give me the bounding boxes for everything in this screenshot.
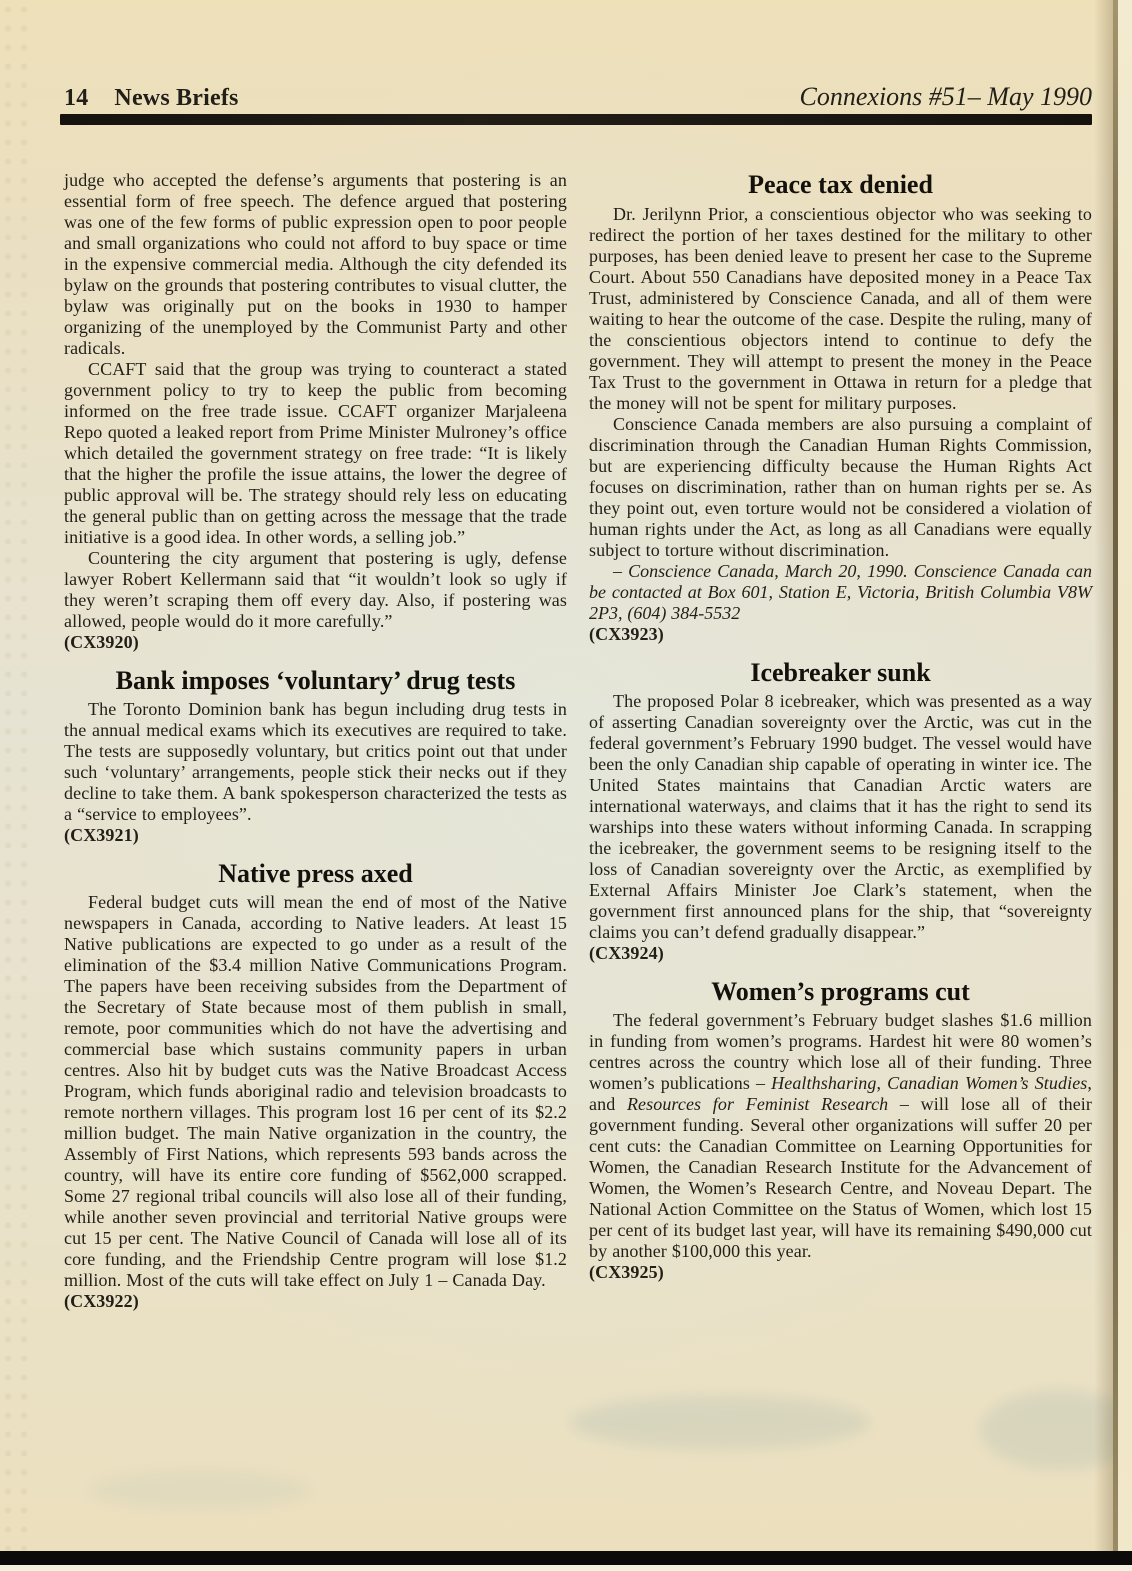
article-postering-continued xyxy=(64,170,567,653)
paragraph-segment: The federal government’s February budget slashes $1.6 million in funding from women’s programs. Hardest hit were 80 women’s centres across the country which lose all of their funding. Three women’s publications – xyxy=(589,1010,1092,1093)
article-heading: Women’s programs cut xyxy=(711,977,970,1006)
article-cite: (CX3920) xyxy=(64,632,139,652)
article-paragraph: CCAFT said that the group was trying to counteract a stated government policy to try to keep the public from becoming informed on the free trade issue. CCAFT organizer Marjaleena Repo quoted a leaked report from Prime Minister Mulroney’s office which detailed the government strategy on free trade: “It is likely that the higher the profile the issue attains, the lower the degree of public approval will be. The strategy should rely less on educating the general public than on getting across the message that the trade initiative is a good idea. In other words, a selling job.” xyxy=(64,359,567,547)
article-heading: Bank imposes ‘voluntary’ drug tests xyxy=(115,666,516,695)
masthead-left xyxy=(64,85,239,112)
show-through-smudge xyxy=(570,1395,870,1450)
article-womens-programs-cut xyxy=(589,977,1092,1283)
publication-title: Healthsharing xyxy=(771,1073,877,1093)
paper-edge-texture xyxy=(0,0,30,1571)
article-paragraph: judge who accepted the defense’s arguments that postering is an essential form of free speech. The defence argued that postering was one of the few forms of public expression open to poor people and small organizations who could not afford to buy space or time in the expensive commercial media. Although the city defended its bylaw on the grounds that postering contributes to visual clutter, the bylaw was originally put on the books in 1930 to hamper organizing of the unemployed by the Communist Party and other radicals. xyxy=(64,170,567,358)
article-paragraph xyxy=(589,1010,1092,1262)
article-paragraph: The proposed Polar 8 icebreaker, which was presented as a way of asserting Canadian sovereignty over the Arctic, was cut in the federal government’s February 1990 budget. The vessel would have been the only Canadian ship capable of operating in winter ice. The United States maintains that Canadian Arctic waters are international waterways, and claims that it has the right to send its warships into these waters without informing Canada. In scrapping the icebreaker, the government seems to be resigning itself to the loss of Canadian sovereignty over the Arctic, as exemplified by External Affairs Minister Joe Clark’s statement, when the government first announced plans for the ship, that “sovereignty claims you can’t defend gradually disappear.” xyxy=(589,691,1092,942)
article-cite: (CX3925) xyxy=(589,1262,664,1282)
show-through-smudge xyxy=(90,1470,310,1510)
page-number: 14 xyxy=(64,85,89,111)
article-icebreaker-sunk xyxy=(589,658,1092,964)
article-paragraph: Countering the city argument that postering is ugly, defense lawyer Robert Kellermann said that “it wouldn’t look so ugly if they weren’t scraping them off every day. Also, if postering was allowed, people would do it more carefully.” xyxy=(64,548,567,631)
issue-title: Connexions #51– May 1990 xyxy=(799,82,1092,111)
right-column xyxy=(589,170,1092,1284)
article-heading: Native press axed xyxy=(218,859,413,888)
article-cite: (CX3924) xyxy=(589,943,664,963)
article-bank-drug-tests xyxy=(64,666,567,846)
publication-title: Canadian Women’s Studies xyxy=(887,1073,1088,1093)
paragraph-segment: , xyxy=(876,1073,888,1093)
article-native-press-axed xyxy=(64,859,567,1312)
article-attribution: – Conscience Canada, March 20, 1990. Conscience Canada can be contacted at Box 601, Station E, Victoria, British Columbia V8W 2P3, (604) 384-5532 xyxy=(589,561,1092,623)
page-gutter-shadow xyxy=(1094,0,1113,1571)
article-paragraph: The Toronto Dominion bank has begun including drug tests in the annual medical exams which its executives are required to take. The tests are supposedly voluntary, but critics point out that under such ‘voluntary’ arrangements, people stick their necks out if they decline to take them. A bank spokesperson characterized the tests as a “service to employees”. xyxy=(64,699,567,824)
section-title: News Briefs xyxy=(114,85,239,111)
article-peace-tax-denied xyxy=(589,170,1092,645)
article-heading: Peace tax denied xyxy=(748,170,933,199)
article-heading: Icebreaker sunk xyxy=(750,658,931,687)
publication-title: Resources for Feminist Research xyxy=(626,1094,889,1114)
article-cite: (CX3923) xyxy=(589,624,664,644)
masthead xyxy=(64,82,1092,112)
article-paragraph: Federal budget cuts will mean the end of most of the Native newspapers in Canada, according to Native leaders. At least 15 Native publications are expected to go under as a result of the elimination of the $3.4 million Native Communications Program. The papers have been receiving subsides from the Department of the Secretary of State because most of them publish in small, remote, poor communities which do not have the advertising and commercial base which sustains community papers in urban centres. Also hit by budget cuts was the Native Broadcast Access Program, which funds aboriginal radio and television broadcasts to remote northern villages. This program lost 16 per cent of its $2.2 million budget. The main Native organization in the country, the Assembly of First Nations, which represents 593 bands across the country, will have its entire core funding of $562,000 scrapped. Some 27 regional tribal councils will also lose all of their funding, while another seven provincial and territorial Native groups were cut 15 per cent. The Native Council of Canada will lose all of its core funding, and the Friendship Centre program will lose $1.2 million. Most of the cuts will take effect on July 1 – Canada Day. xyxy=(64,892,567,1290)
paragraph-segment: – will lose all of their government funding. Several other organizations will suffer 20 per cent cuts: the Canadian Committee on Learning Opportunities for Women, the Canadian Research Institute for the Advancement of Women, the Women’s Research Centre, and Noveau Depart. The National Action Committee on the Status of Women, which lost 15 per cent of its budget last year, will have its remaining $490,000 cut by another $100,000 this year. xyxy=(589,1094,1092,1261)
masthead-rule xyxy=(60,114,1092,125)
paragraph-segment: , and xyxy=(589,1073,1093,1114)
scan-bottom-band xyxy=(0,1551,1132,1565)
adjacent-page-edge xyxy=(1118,0,1132,1571)
article-paragraph: Conscience Canada members are also pursuing a complaint of discrimination through the Canadian Human Rights Commission, but are experiencing difficulty because the Human Rights Act focuses on discrimination, rather than on human rights per se. As they point out, even torture would not be considered a violation of human rights under the Act, as long as all Canadians were equally subject to torture without discrimination. xyxy=(589,414,1092,560)
left-column xyxy=(64,170,567,1313)
article-cite: (CX3922) xyxy=(64,1291,139,1311)
scan-bottom-sliver xyxy=(0,1565,1132,1571)
article-paragraph: Dr. Jerilynn Prior, a conscientious objector who was seeking to redirect the portion of her taxes destined for the military to other purposes, has been denied leave to present her case to the Supreme Court. About 550 Canadians have deposited money in a Peace Tax Trust, administered by Conscience Canada, and all of them were waiting to hear the outcome of the case. Despite the ruling, many of the conscientious objectors intend to continue to defy the government. They will attempt to present the money in the Peace Tax Trust to the government in Ottawa in return for a pledge that the money will not be spent for military purposes. xyxy=(589,204,1092,413)
article-cite: (CX3921) xyxy=(64,825,139,845)
